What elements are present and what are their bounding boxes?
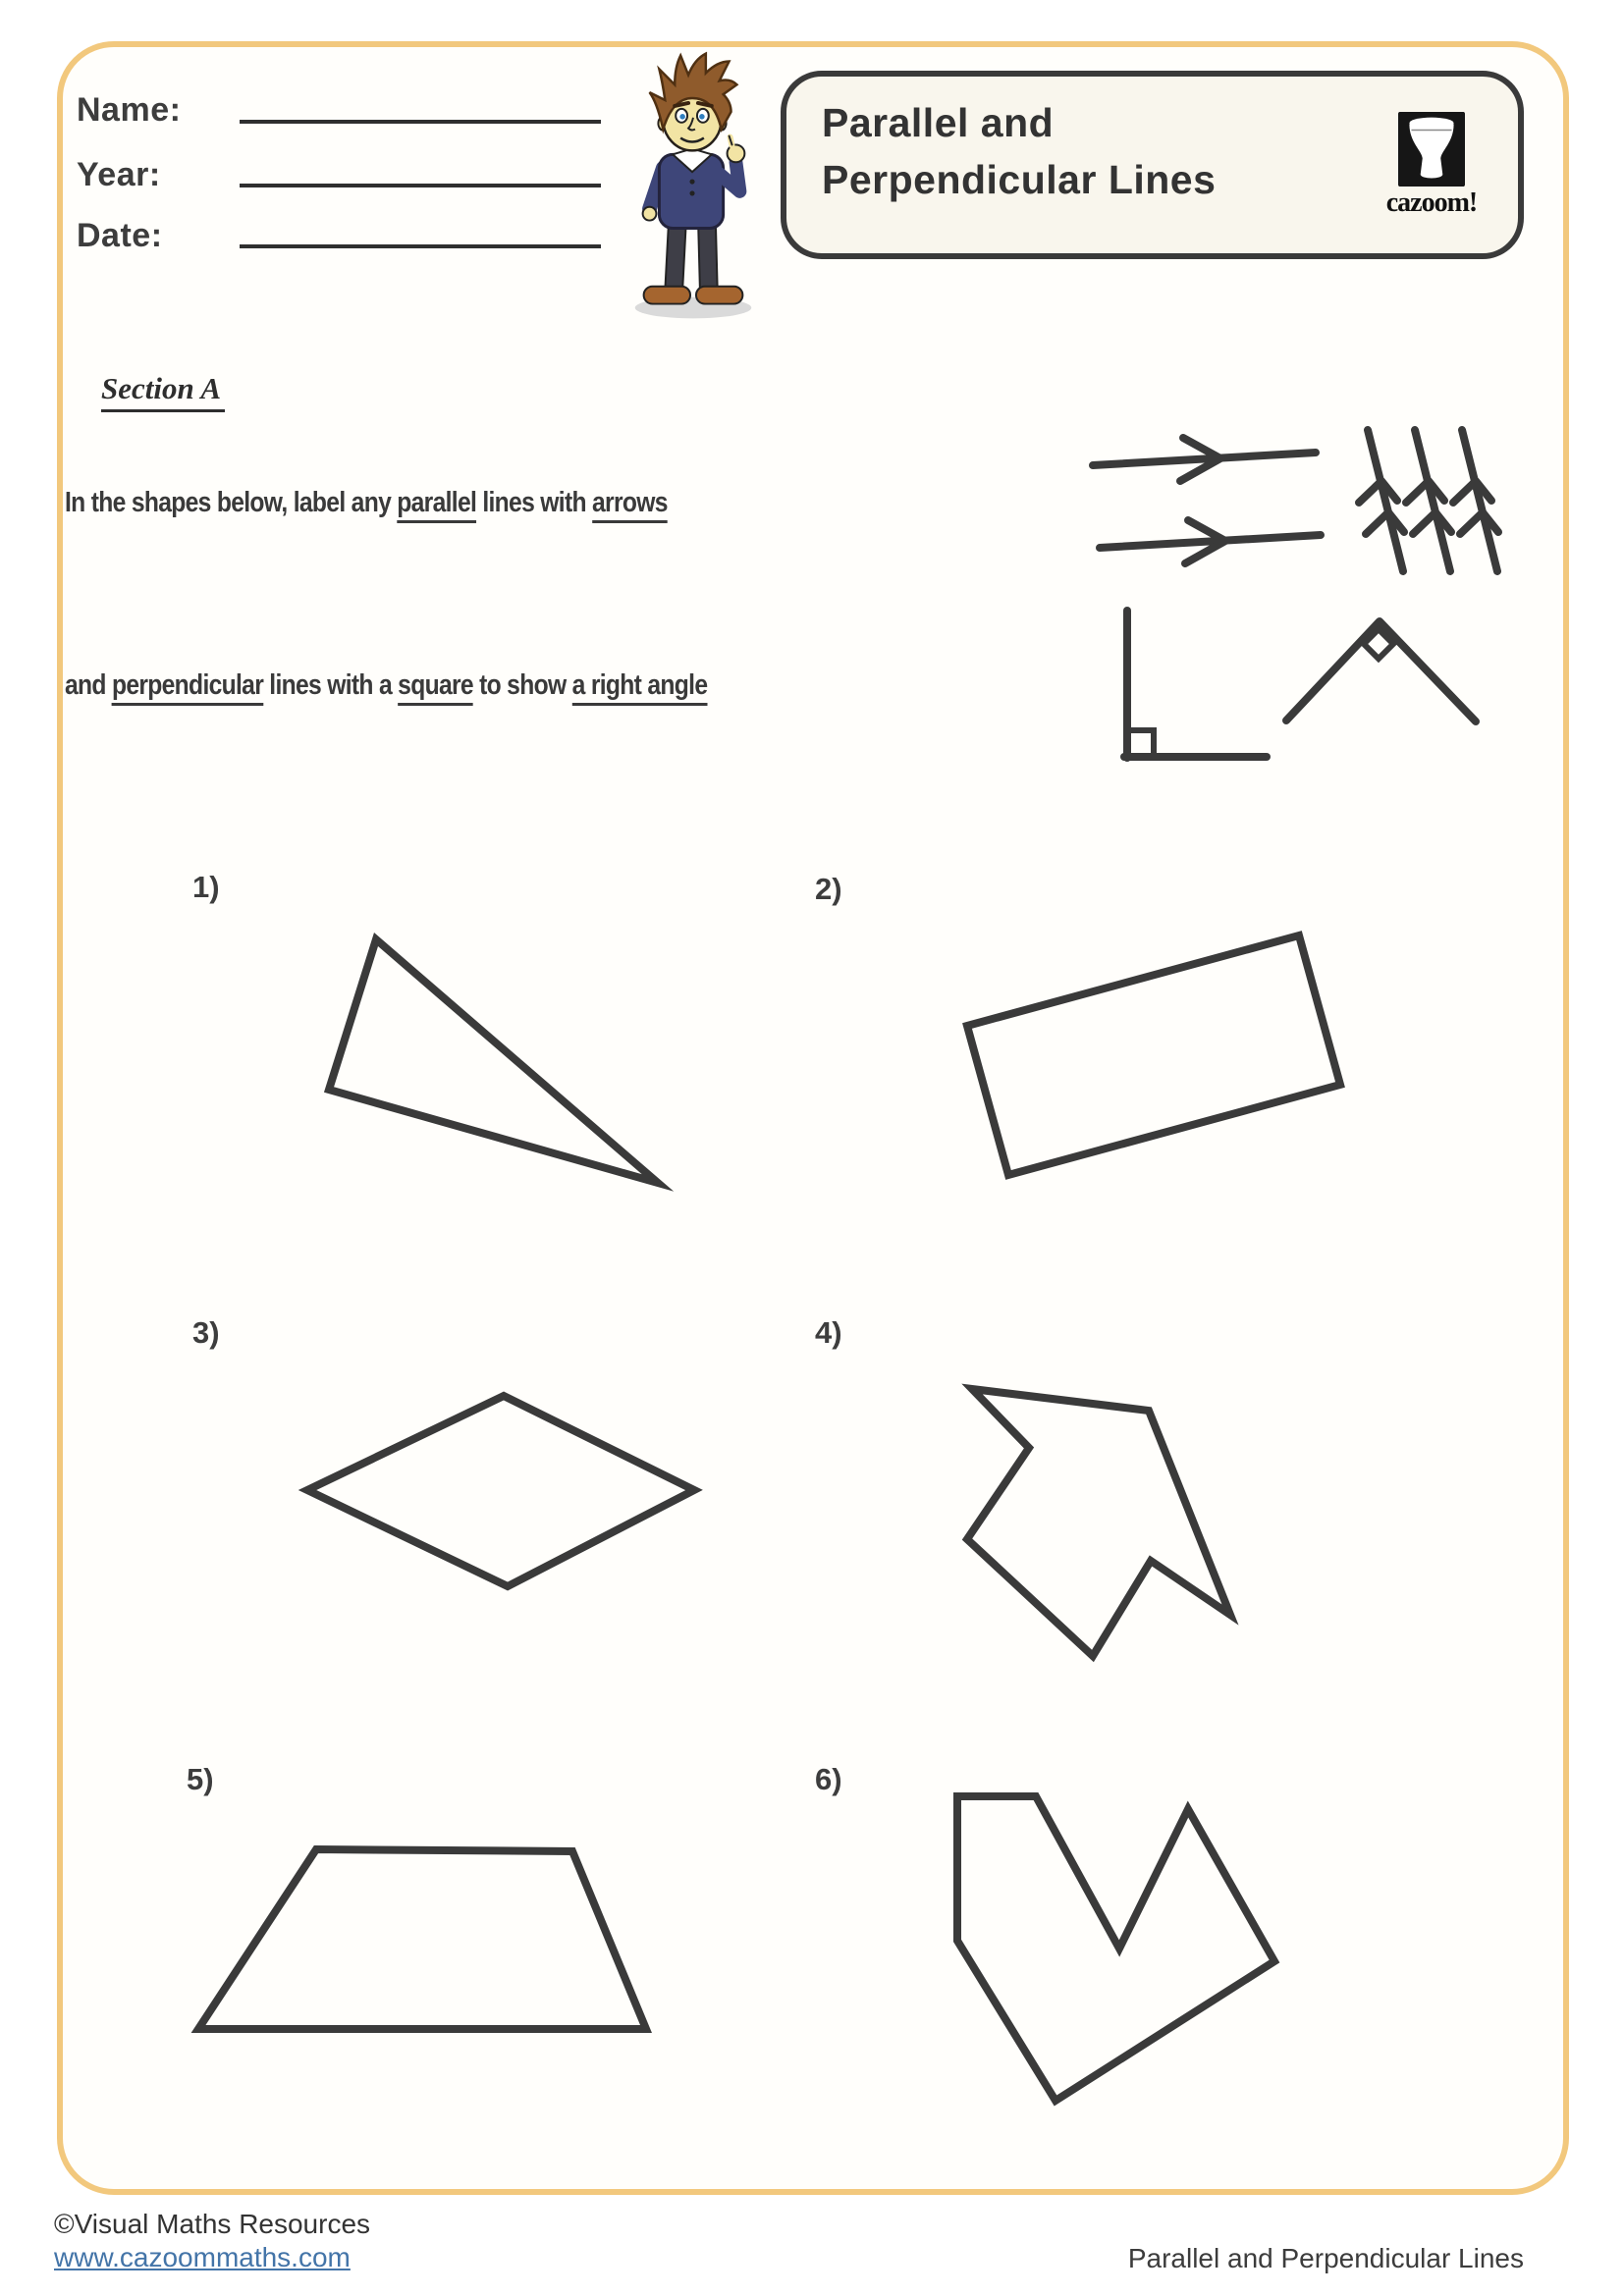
footer-worksheet-title: Parallel and Perpendicular Lines xyxy=(1127,2243,1524,2273)
parallel-lines-double-arrow-example xyxy=(1359,430,1498,571)
instruction-underlined-word: parallel xyxy=(397,487,476,523)
right-angle-square-example xyxy=(1124,611,1267,758)
year-label: Year: xyxy=(77,156,161,193)
shape-1-number: 1) xyxy=(192,870,220,904)
instruction-text: and xyxy=(65,669,112,701)
instruction-text: lines with xyxy=(476,487,593,518)
cazoommaths-link[interactable]: www.cazoommaths.com xyxy=(54,2242,351,2272)
instruction-underlined-word: arrows xyxy=(592,487,668,523)
shape-2-number: 2) xyxy=(815,872,842,906)
shape-6-chevron xyxy=(957,1796,1274,2101)
name-label: Name: xyxy=(77,91,182,129)
shape-1-triangle xyxy=(329,939,658,1183)
shape-4-arrow xyxy=(967,1389,1230,1656)
worksheet-title-line1: Parallel and xyxy=(822,100,1055,145)
cazoom-logo-text: cazoom! xyxy=(1385,187,1478,218)
shape-6-number: 6) xyxy=(815,1762,842,1796)
instruction-underlined-word: a right angle xyxy=(572,669,708,706)
instruction-text: to show xyxy=(472,669,572,701)
instruction-text: lines with a xyxy=(263,669,399,701)
worksheet-title-line2: Perpendicular Lines xyxy=(822,157,1217,202)
instruction-underlined-word: perpendicular xyxy=(112,669,263,706)
shape-5-trapezium xyxy=(198,1849,646,2029)
copyright-text: ©Visual Maths Resources xyxy=(54,2209,371,2239)
shape-4-number: 4) xyxy=(815,1315,842,1350)
shape-2-rectangle xyxy=(967,935,1340,1175)
parallel-lines-arrow-example xyxy=(1093,438,1321,563)
right-angle-peak-example xyxy=(1286,621,1476,721)
section-a-heading: Section A xyxy=(101,371,225,412)
instruction-underlined-word: square xyxy=(398,669,473,706)
date-label: Date: xyxy=(77,217,163,254)
shape-3-rhombus xyxy=(307,1396,694,1586)
shape-3-number: 3) xyxy=(192,1315,220,1350)
instruction-text: In the shapes below, label any xyxy=(65,487,398,518)
shape-5-number: 5) xyxy=(187,1762,214,1796)
